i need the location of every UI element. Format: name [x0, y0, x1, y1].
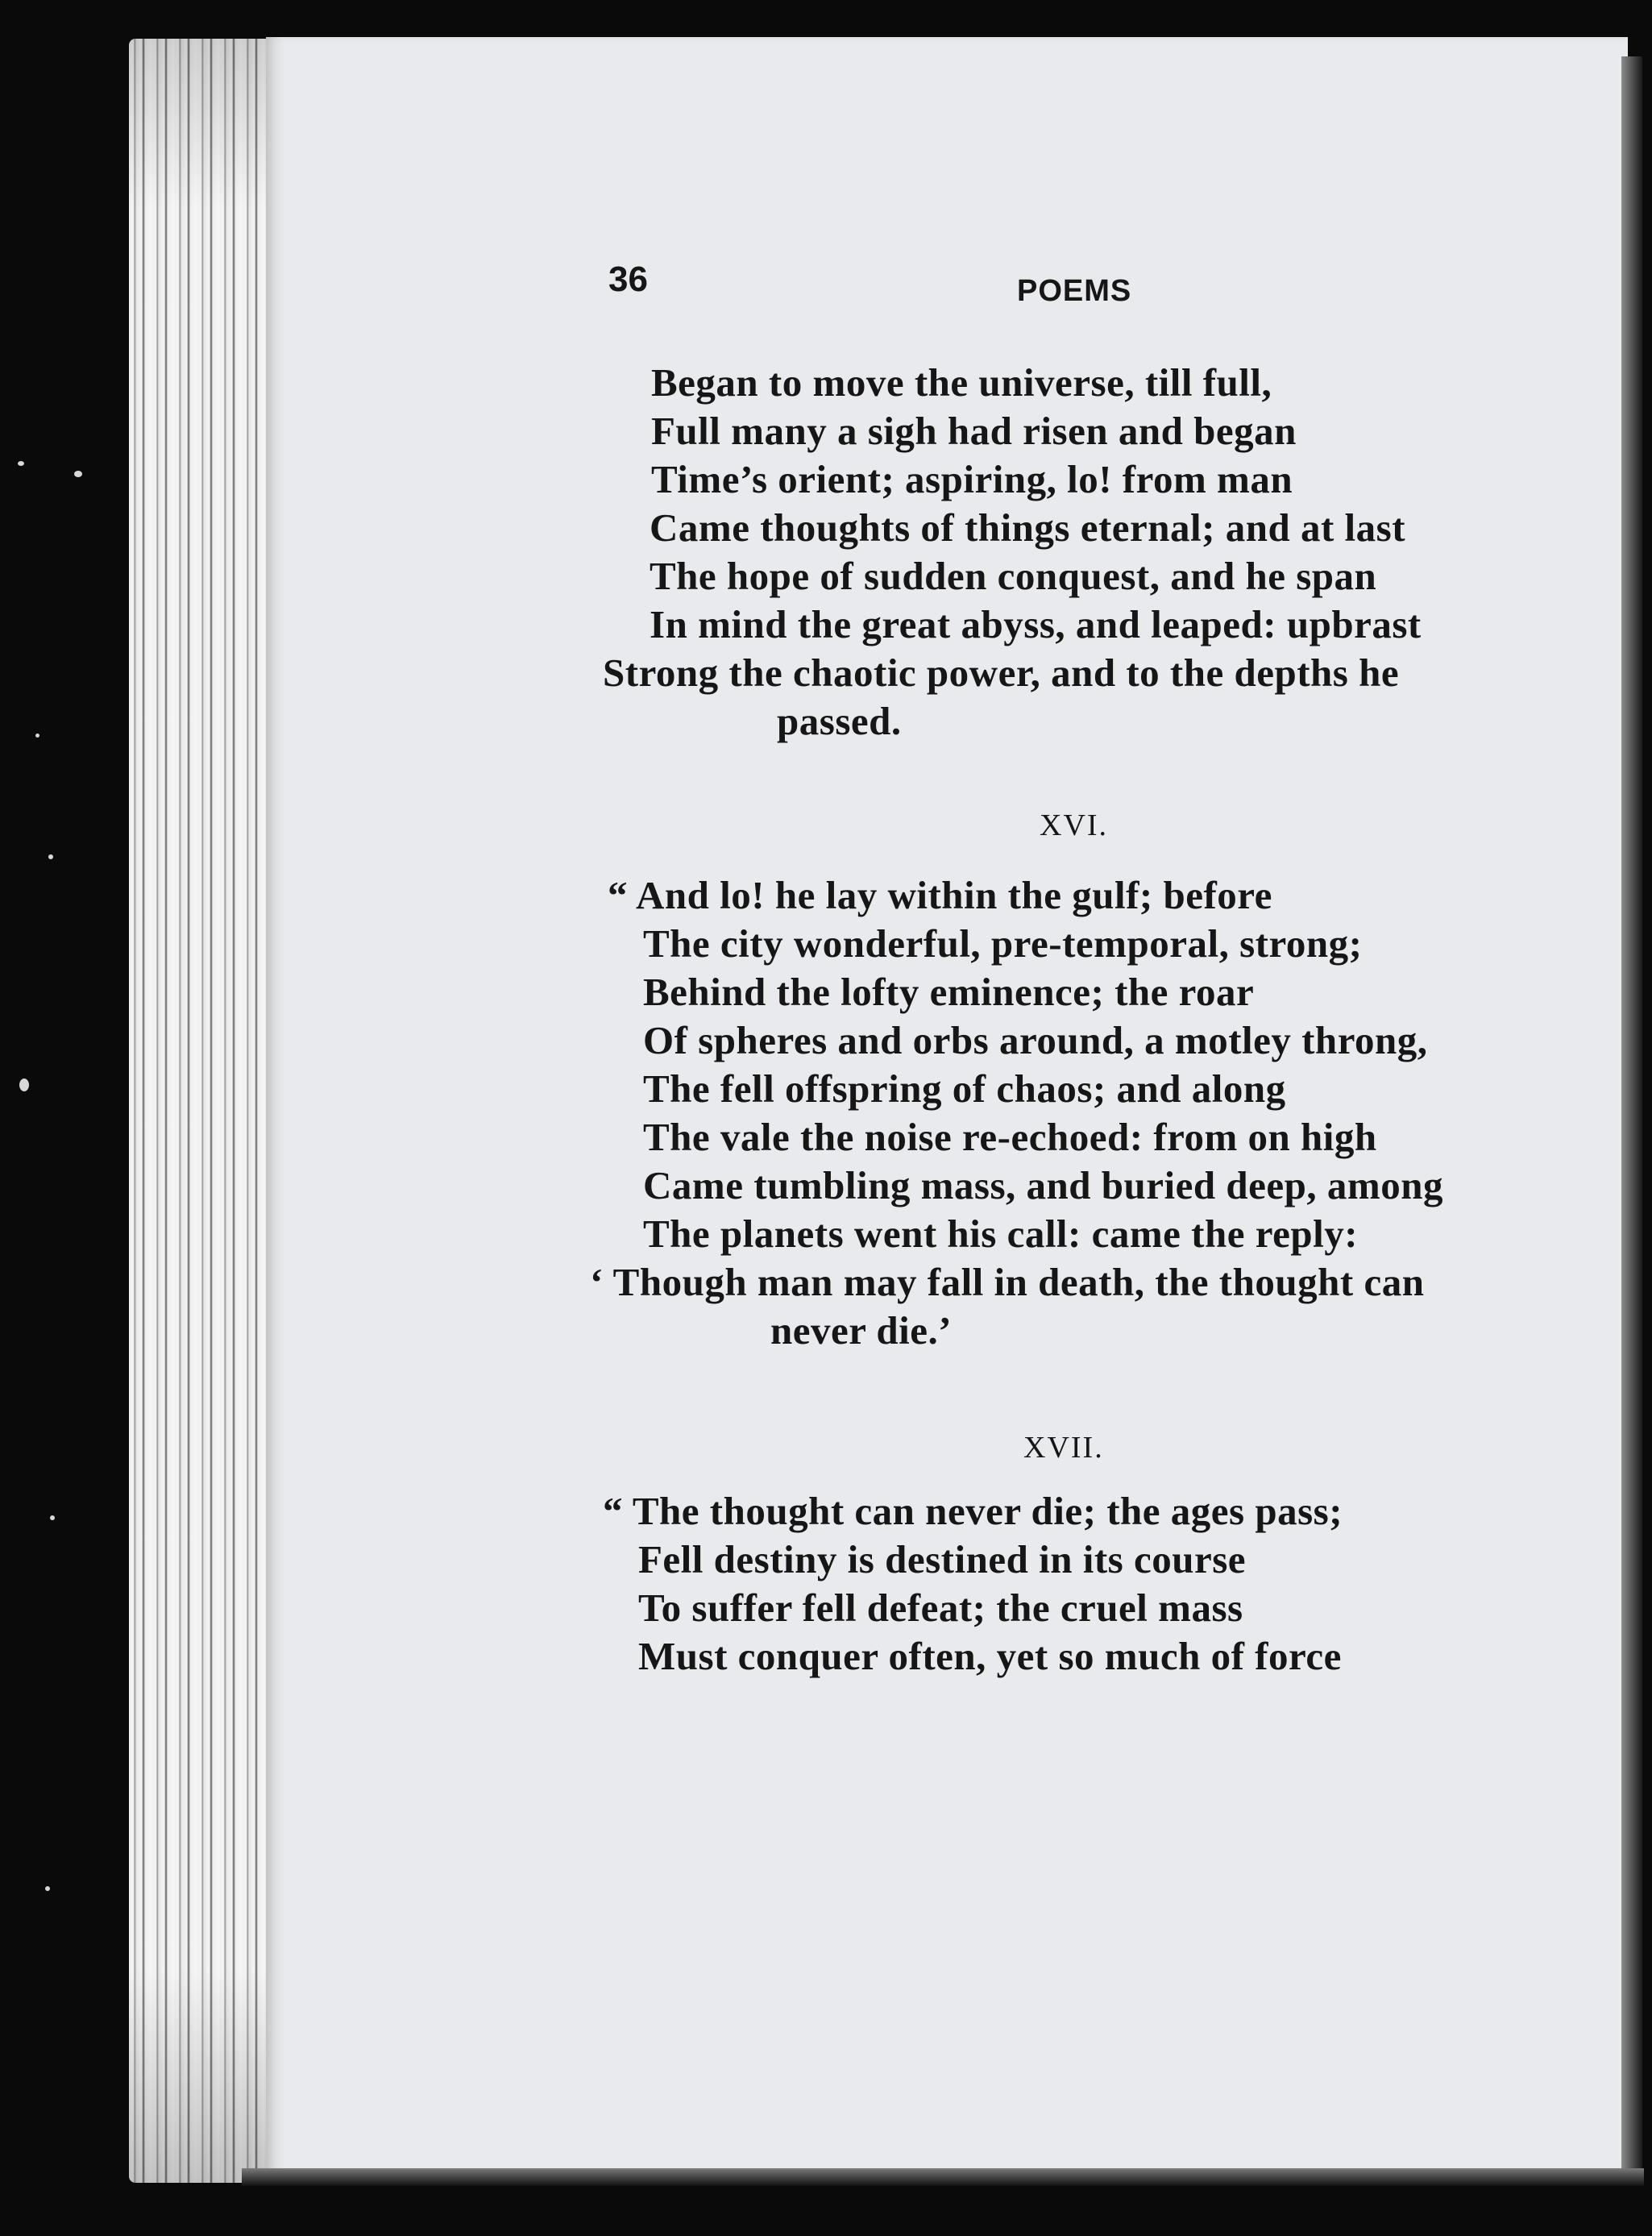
poem-line: The hope of sudden conquest, and he span [650, 554, 1377, 598]
poem-line: ‘ Though man may fall in death, the thought can [590, 1260, 1425, 1304]
poem-line: To suffer fell defeat; the cruel mass [638, 1586, 1243, 1630]
poem-line: Strong the chaotic power, and to the depths he [603, 650, 1400, 695]
poem-line: Full many a sigh had risen and began [651, 409, 1297, 453]
poem-line: passed. [777, 699, 902, 743]
poem-line: The vale the noise re-echoed: from on high [643, 1115, 1377, 1159]
poem-line: Must conquer often, yet so much of force [638, 1634, 1342, 1678]
poem-line: Of spheres and orbs around, a motley throng, [643, 1018, 1428, 1062]
poem-line: The fell offspring of chaos; and along [643, 1066, 1286, 1111]
poem-line: “ The thought can never die; the ages pass; [603, 1489, 1343, 1533]
section-numeral-xvi: XVI. [1040, 808, 1109, 842]
poem-line: Behind the lofty eminence; the roar [643, 970, 1255, 1014]
poem-line: Came thoughts of things eternal; and at last [650, 505, 1406, 550]
poem-line: The planets went his call: came the reply: [643, 1212, 1359, 1256]
poem-line: Fell destiny is destined in its course [638, 1537, 1247, 1581]
poem-line: Came tumbling mass, and buried deep, among [643, 1163, 1443, 1207]
poem-line: In mind the great abyss, and leaped: upbrast [650, 602, 1422, 646]
poem-line: “ And lo! he lay within the gulf; before [608, 873, 1272, 917]
poem-line: never die.’ [770, 1308, 953, 1353]
page-number: 36 [608, 260, 648, 299]
section-numeral-xvii: XVII. [1023, 1431, 1104, 1465]
poem-line: Began to move the universe, till full, [651, 360, 1272, 405]
running-head: POEMS [1017, 274, 1132, 308]
poem-line: The city wonderful, pre-temporal, strong; [643, 921, 1363, 966]
poem-line: Time’s orient; aspiring, lo! from man [651, 457, 1293, 501]
